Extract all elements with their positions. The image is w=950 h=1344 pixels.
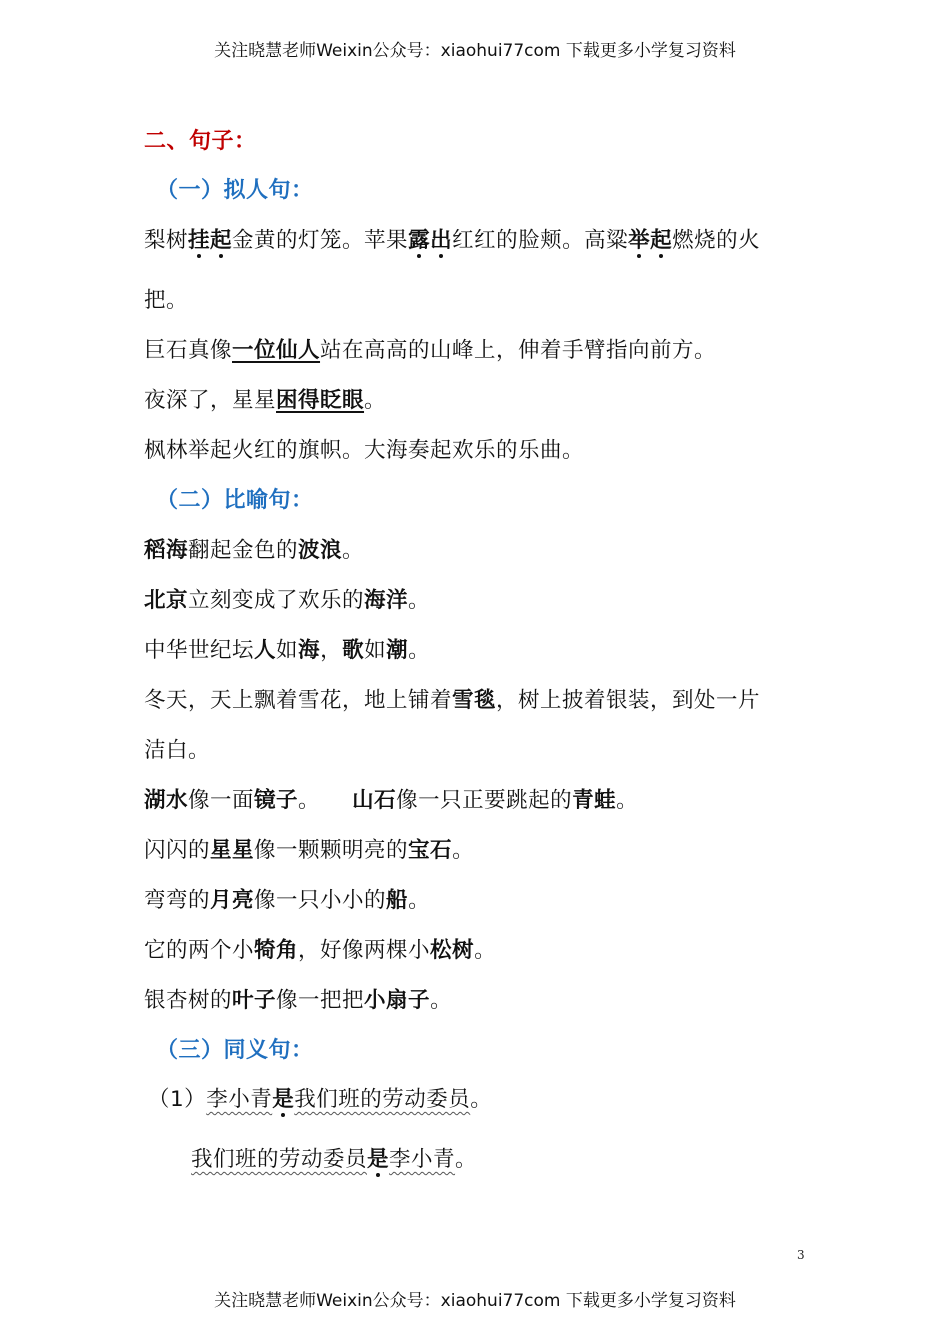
text-segment: 燃烧的火 <box>672 228 761 253</box>
text-segment: 弯弯的 <box>144 888 211 913</box>
emphasis-text: 挂 <box>188 228 211 253</box>
emphasis-text: 叶子 <box>232 988 277 1013</box>
page-number: 3 <box>797 1248 805 1262</box>
underlined-phrase: 一位仙人 <box>232 338 321 363</box>
text-segment: 立刻变成了欢乐的 <box>188 588 365 613</box>
text-segment: 。 <box>616 788 639 813</box>
emphasis-text: 歌 <box>342 638 365 663</box>
wavy-underlined-phrase: 我们班的劳动委员 <box>191 1147 368 1172</box>
simile-sentence-7 <box>144 886 430 916</box>
emphasis-text: 是 <box>272 1087 295 1112</box>
wavy-underlined-phrase: 我们班的劳动委员 <box>294 1087 471 1112</box>
text-segment: 巨石真像 <box>144 338 233 363</box>
emphasis-text: 月亮 <box>210 888 255 913</box>
emphasis-text: 山石 <box>352 788 397 813</box>
heading-simile: （二）比喻句： <box>156 488 314 513</box>
page-footer: 关注晓慧老师Weixin公众号：xiaohui77com 下载更多小学复习资料 <box>214 1291 736 1311</box>
simile-sentence-1 <box>144 536 364 566</box>
personification-sentence-4: 枫林举起火红的旗帜。大海奏起欢乐的乐曲。 <box>144 438 585 463</box>
text-segment: 银杏树的 <box>144 988 233 1013</box>
emphasis-text: 露 <box>408 228 431 253</box>
text-segment: 像一只小小的 <box>254 888 387 913</box>
emphasis-text: 镜子 <box>254 788 299 813</box>
text-segment: 中华世纪坛 <box>144 638 255 663</box>
emphasis-text: 举 <box>628 228 651 253</box>
text-segment: 。 <box>342 538 365 563</box>
text-segment: 。 <box>408 638 431 663</box>
simile-sentence-9 <box>144 986 452 1016</box>
personification-sentence-2 <box>144 336 716 366</box>
simile-sentence-4-cont: 洁白。 <box>144 738 211 763</box>
emphasis-text: 湖水 <box>144 788 189 813</box>
text-segment: 。 <box>364 388 387 413</box>
text-segment: 如 <box>276 638 299 663</box>
heading-personification: （一）拟人句： <box>156 178 314 203</box>
emphasis-text: 北京 <box>144 588 189 613</box>
simile-sentence-2 <box>144 586 430 616</box>
emphasis-text: 松树 <box>430 938 475 963</box>
text-segment: 红红的脸颊。高粱 <box>452 228 629 253</box>
simile-sentence-5 <box>144 786 638 816</box>
emphasis-text: 潮 <box>386 638 409 663</box>
text-segment: ，好像两棵小 <box>298 938 431 963</box>
heading-synonym: （三）同义句： <box>156 1038 314 1063</box>
personification-sentence-1-cont: 把。 <box>144 288 189 313</box>
emphasis-text: 船 <box>386 888 409 913</box>
text-segment: 。 <box>474 938 497 963</box>
text-segment: 梨树 <box>144 228 189 253</box>
text-segment: 。 <box>470 1087 493 1112</box>
emphasis-text: 青蛙 <box>572 788 617 813</box>
item-number: （1） <box>148 1087 207 1112</box>
text-segment: 夜深了，星星 <box>144 388 277 413</box>
page-header: 关注晓慧老师Weixin公众号：xiaohui77com 下载更多小学复习资料 <box>214 41 736 61</box>
emphasis-text: 雪毯 <box>452 688 497 713</box>
emphasis-text: 起 <box>210 228 233 253</box>
emphasis-text: 是 <box>367 1147 390 1172</box>
emphasis-text: 出 <box>430 228 453 253</box>
simile-sentence-8 <box>144 936 496 966</box>
underlined-phrase: 困得眨眼 <box>276 388 365 413</box>
emphasis-text: 犄角 <box>254 938 299 963</box>
text-segment: 像一只正要跳起的 <box>396 788 573 813</box>
emphasis-text: 海洋 <box>364 588 409 613</box>
emphasis-text: 人 <box>254 638 277 663</box>
text-segment: 像一颗颗明亮的 <box>254 838 409 863</box>
emphasis-text: 稻海 <box>144 538 189 563</box>
text-segment: 。 <box>430 988 453 1013</box>
personification-sentence-1 <box>144 226 760 256</box>
emphasis-text: 宝石 <box>408 838 453 863</box>
text-segment: 它的两个小 <box>144 938 255 963</box>
simile-sentence-3 <box>144 636 430 666</box>
text-segment: ， <box>320 638 343 663</box>
text-segment: 。 <box>408 888 431 913</box>
emphasis-text: 海 <box>298 638 321 663</box>
text-segment: 站在高高的山峰上，伸着手臂指向前方。 <box>320 338 717 363</box>
text-segment: 。 <box>452 838 475 863</box>
text-segment: 金黄的灯笼。苹果 <box>232 228 409 253</box>
text-segment: 。 <box>298 788 321 813</box>
emphasis-text: 小扇子 <box>364 988 431 1013</box>
simile-sentence-6 <box>144 836 474 866</box>
text-segment: 像一面 <box>188 788 255 813</box>
synonym-item-1 <box>148 1085 492 1115</box>
text-segment: 冬天，天上飘着雪花，地上铺着 <box>144 688 453 713</box>
text-segment: 像一把把 <box>276 988 365 1013</box>
emphasis-text: 波浪 <box>298 538 343 563</box>
text-segment: 。 <box>455 1147 478 1172</box>
section-title: 二、句子： <box>144 129 257 154</box>
text-segment: ，树上披着银装，到处一片 <box>496 688 761 713</box>
text-segment: 。 <box>408 588 431 613</box>
personification-sentence-3 <box>144 386 386 416</box>
emphasis-text: 星星 <box>210 838 255 863</box>
text-segment: 闪闪的 <box>144 838 211 863</box>
emphasis-text: 起 <box>650 228 673 253</box>
wavy-underlined-phrase: 李小青 <box>206 1087 273 1112</box>
wavy-underlined-phrase: 李小青 <box>389 1147 456 1172</box>
simile-sentence-4 <box>144 686 760 716</box>
synonym-item-2 <box>191 1145 477 1175</box>
text-segment: 翻起金色的 <box>188 538 299 563</box>
text-segment: 如 <box>364 638 387 663</box>
